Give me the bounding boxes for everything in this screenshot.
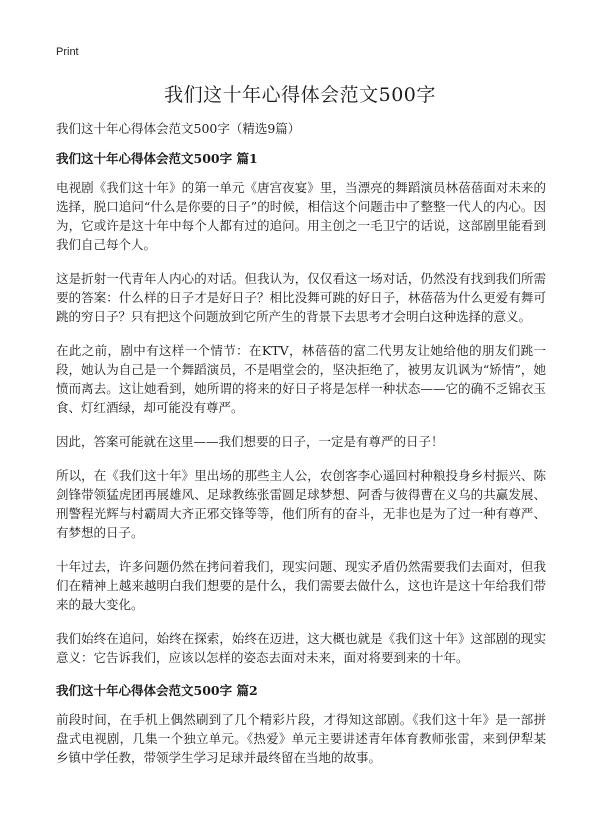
paragraph: 电视剧《我们这十年》的第一单元《唐宫夜宴》里，当漂亮的舞蹈演员林蓓蓓面对未来的选择，脱口追问“什么是你要的日子”的时候，相信这个问题击中了整整一代人的内心。因为，它或许是这十年中每个人都有过的追问。用主创之一毛卫宁的话说，这部剧里能看到我们自己每个人。 bbox=[56, 180, 546, 252]
document-title: 我们这十年心得体会范文500字 bbox=[164, 84, 436, 106]
section-heading: 我们这十年心得体会范文500字 篇2 bbox=[56, 683, 258, 698]
paragraph: 前段时间，在手机上偶然刷到了几个精彩片段，才得知这部剧。《我们这十年》是一部拼盘式电视剧，几集一个独立单元。《热爱》单元主要讲述青年体育教师张雷，来到伊犁某乡镇中学任教，带领学生学习足球并最终留在当地的故事。 bbox=[56, 712, 546, 765]
paragraph: 十年过去，许多问题仍然在拷问着我们，现实问题、现实矛盾仍然需要我们去面对，但我们在精神上越来越明白我们想要的是什么，我们需要去做什么，这也许是这十年给我们带来的最大变化。 bbox=[56, 559, 546, 612]
paragraph: 因此，答案可能就在这里——我们想要的日子，一定是有尊严的日子！ bbox=[56, 434, 444, 449]
section-1 bbox=[56, 150, 546, 667]
document-body bbox=[56, 120, 546, 782]
paragraph: 这是折射一代青年人内心的对话。但我认为，仅仅看这一场对话，仍然没有找到我们所需要的答案：什么样的日子才是好日子？相比没舞可跳的好日子，林蓓蓓为什么更爱有舞可跳的穷日子？只有把这个问题放到它所产生的背景下去思考才会明白这种选择的意义。 bbox=[56, 271, 546, 324]
print-link[interactable]: Print bbox=[56, 46, 79, 58]
document-subtitle: 我们这十年心得体会范文500字（精选9篇） bbox=[56, 121, 301, 136]
section-2 bbox=[56, 682, 546, 767]
paragraph: 所以，在《我们这十年》里出场的那些主人公，农创客李心遥回村种粮投身乡村振兴、陈剑锋带领猛虎团再展雄风、足球教练张雷圆足球梦想、阿香与彼得曹在义乌的共赢发展、刑警程光辉与村霸周大齐正邪交锋等等，他们所有的奋斗，无非也是为了过一种有尊严、有梦想的日子。 bbox=[56, 468, 546, 540]
paragraph: 在此之前，剧中有这样一个情节：在KTV，林蓓蓓的富二代男友让她给他的朋友们跳一段，她认为自己是一个舞蹈演员，不是唱堂会的，坚决拒绝了，被男友讥讽为“矫情”，她愤而离去。这让她看到，她所谓的将来的好日子将是怎样一种状态——它的确不乏锦衣玉食、灯红酒绿，却可能没有尊严。 bbox=[56, 343, 546, 415]
section-heading: 我们这十年心得体会范文500字 篇1 bbox=[56, 151, 258, 166]
paragraph: 我们始终在追问，始终在探索，始终在迈进，这大概也就是《我们这十年》这部剧的现实意义：它告诉我们，应该以怎样的姿态去面对未来，面对将要到来的十年。 bbox=[56, 631, 546, 665]
